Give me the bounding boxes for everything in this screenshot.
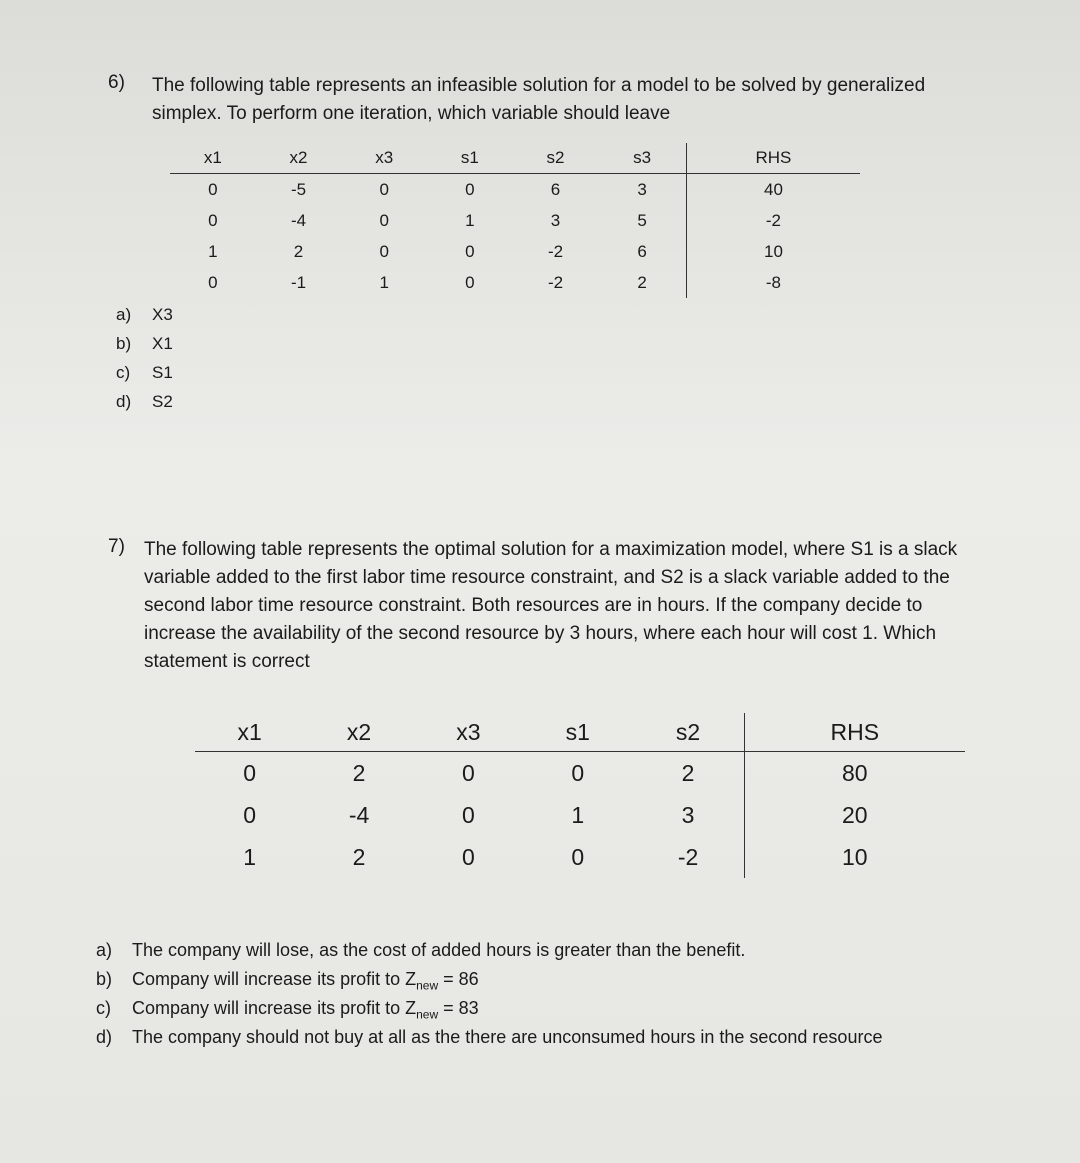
table-row bbox=[170, 267, 860, 298]
col-header-s1: s1 bbox=[523, 713, 632, 752]
table-cell: 0 bbox=[465, 179, 475, 199]
table-cell: 3 bbox=[681, 801, 695, 828]
table-cell: 0 bbox=[462, 843, 475, 870]
table-row bbox=[170, 174, 860, 206]
table-cell: -4 bbox=[348, 801, 370, 828]
col-header-rhs: RHS bbox=[744, 713, 965, 752]
table-cell: 0 bbox=[462, 759, 475, 786]
option-text: The company should not buy at all as the there are unconsumed hours in the second resource bbox=[132, 1027, 883, 1047]
table-row bbox=[170, 236, 860, 267]
table-header-row bbox=[170, 143, 860, 174]
table-cell: 5 bbox=[637, 210, 647, 230]
option-label: a) bbox=[96, 940, 113, 960]
table-row bbox=[195, 752, 965, 795]
q6-number: 6) bbox=[108, 72, 125, 93]
option-item[interactable] bbox=[116, 392, 173, 421]
table-cell: 0 bbox=[243, 801, 257, 828]
q6-text: The following table represents an infeasible solution for a model to be solved by generalized simplex. To perform one iteration, which variable should leave bbox=[152, 75, 926, 124]
table-cell: 0 bbox=[208, 179, 218, 199]
table-cell: 2 bbox=[352, 759, 366, 786]
table-cell: 1 bbox=[243, 843, 257, 870]
option-item[interactable] bbox=[96, 998, 882, 1027]
col-header-x2: x2 bbox=[256, 143, 342, 174]
table-cell: -1 bbox=[290, 272, 307, 292]
q6-table bbox=[170, 143, 860, 298]
table-cell-rhs: 10 bbox=[686, 236, 860, 267]
table-cell: 1 bbox=[379, 272, 389, 292]
option-item[interactable] bbox=[96, 969, 882, 998]
table-row bbox=[195, 794, 965, 836]
table-cell: 2 bbox=[352, 843, 366, 870]
table-cell-rhs: 40 bbox=[686, 174, 860, 206]
q7-options bbox=[96, 940, 882, 1056]
option-text: S1 bbox=[152, 363, 173, 382]
table-cell: 0 bbox=[379, 179, 389, 199]
table-cell: 0 bbox=[208, 272, 218, 292]
table-cell: 3 bbox=[637, 179, 647, 199]
col-header-x3: x3 bbox=[414, 713, 523, 752]
table-cell: 0 bbox=[571, 843, 585, 870]
table-cell: 0 bbox=[379, 210, 389, 230]
table-cell: 2 bbox=[637, 272, 647, 292]
option-item[interactable] bbox=[116, 363, 173, 392]
option-text: S2 bbox=[152, 392, 173, 411]
option-label: c) bbox=[96, 998, 111, 1018]
option-item[interactable] bbox=[116, 334, 173, 363]
option-text: Company will increase its profit to Z bbox=[132, 969, 417, 989]
table-row bbox=[195, 836, 965, 878]
table-cell: 0 bbox=[243, 759, 257, 786]
col-header-s1: s1 bbox=[427, 143, 513, 174]
table-cell: 2 bbox=[681, 759, 695, 786]
col-header-x3: x3 bbox=[341, 143, 427, 174]
table-cell-rhs: -2 bbox=[686, 205, 860, 236]
col-header-x2: x2 bbox=[304, 713, 413, 752]
q7-table bbox=[195, 713, 965, 878]
table-cell: 0 bbox=[379, 241, 389, 261]
q6-options bbox=[116, 305, 173, 421]
option-label: c) bbox=[116, 363, 131, 382]
table-cell: 1 bbox=[465, 210, 475, 230]
table-cell: -2 bbox=[547, 272, 564, 292]
table-cell: 2 bbox=[293, 241, 304, 261]
option-item[interactable] bbox=[116, 305, 173, 334]
option-text: The company will lose, as the cost of added hours is greater than the benefit. bbox=[132, 940, 746, 960]
q7-text: The following table represents the optimal solution for a maximization model, where S1 is a slack variable added to the first labor time resource constraint, and S2 is a slack variable added to the second labor time resource constraint. Both resources are in hours. If the company decide to increase the availability of the second resource by 3 hours, where each hour will cost 1. Which statement is correct bbox=[144, 539, 958, 672]
table-cell-rhs: 20 bbox=[744, 794, 965, 836]
option-label: d) bbox=[96, 1027, 113, 1047]
col-header-x1: x1 bbox=[170, 143, 256, 174]
option-text-tail: = 83 bbox=[438, 998, 479, 1018]
table-cell-rhs: 80 bbox=[744, 752, 965, 795]
table-cell: 0 bbox=[571, 759, 585, 786]
subscript: new bbox=[416, 978, 439, 993]
table-row bbox=[170, 205, 860, 236]
option-label: d) bbox=[116, 392, 132, 411]
table-cell: 1 bbox=[208, 241, 218, 261]
option-text: X3 bbox=[152, 305, 173, 324]
table-cell: 6 bbox=[550, 179, 561, 199]
table-cell: -2 bbox=[677, 843, 699, 870]
col-header-s2: s2 bbox=[513, 143, 599, 174]
table-cell: 0 bbox=[208, 210, 218, 230]
col-header-x1: x1 bbox=[195, 713, 304, 752]
table-cell-rhs: 10 bbox=[744, 836, 965, 878]
table-cell: 1 bbox=[571, 801, 585, 828]
option-text: Company will increase its profit to Z bbox=[132, 998, 417, 1018]
option-label: b) bbox=[96, 969, 113, 989]
table-cell: 0 bbox=[462, 801, 475, 828]
option-item[interactable] bbox=[96, 1027, 882, 1056]
col-header-s2: s2 bbox=[633, 713, 745, 752]
option-text-tail: = 86 bbox=[438, 969, 479, 989]
option-item[interactable] bbox=[96, 940, 882, 969]
table-header-row bbox=[195, 713, 965, 752]
table-cell: 0 bbox=[465, 272, 475, 292]
option-label: a) bbox=[116, 305, 132, 324]
subscript: new bbox=[416, 1007, 439, 1022]
table-cell: 6 bbox=[637, 241, 647, 261]
option-label: b) bbox=[116, 334, 132, 353]
table-cell: -2 bbox=[547, 241, 564, 261]
q7-number: 7) bbox=[108, 536, 125, 557]
table-cell: -4 bbox=[290, 210, 307, 230]
option-text: X1 bbox=[152, 334, 173, 353]
table-cell: 0 bbox=[465, 241, 475, 261]
table-cell-rhs: -8 bbox=[686, 267, 860, 298]
table-cell: 3 bbox=[550, 210, 561, 230]
col-header-s3: s3 bbox=[598, 143, 686, 174]
col-header-rhs: RHS bbox=[686, 143, 860, 174]
table-cell: -5 bbox=[290, 179, 307, 199]
